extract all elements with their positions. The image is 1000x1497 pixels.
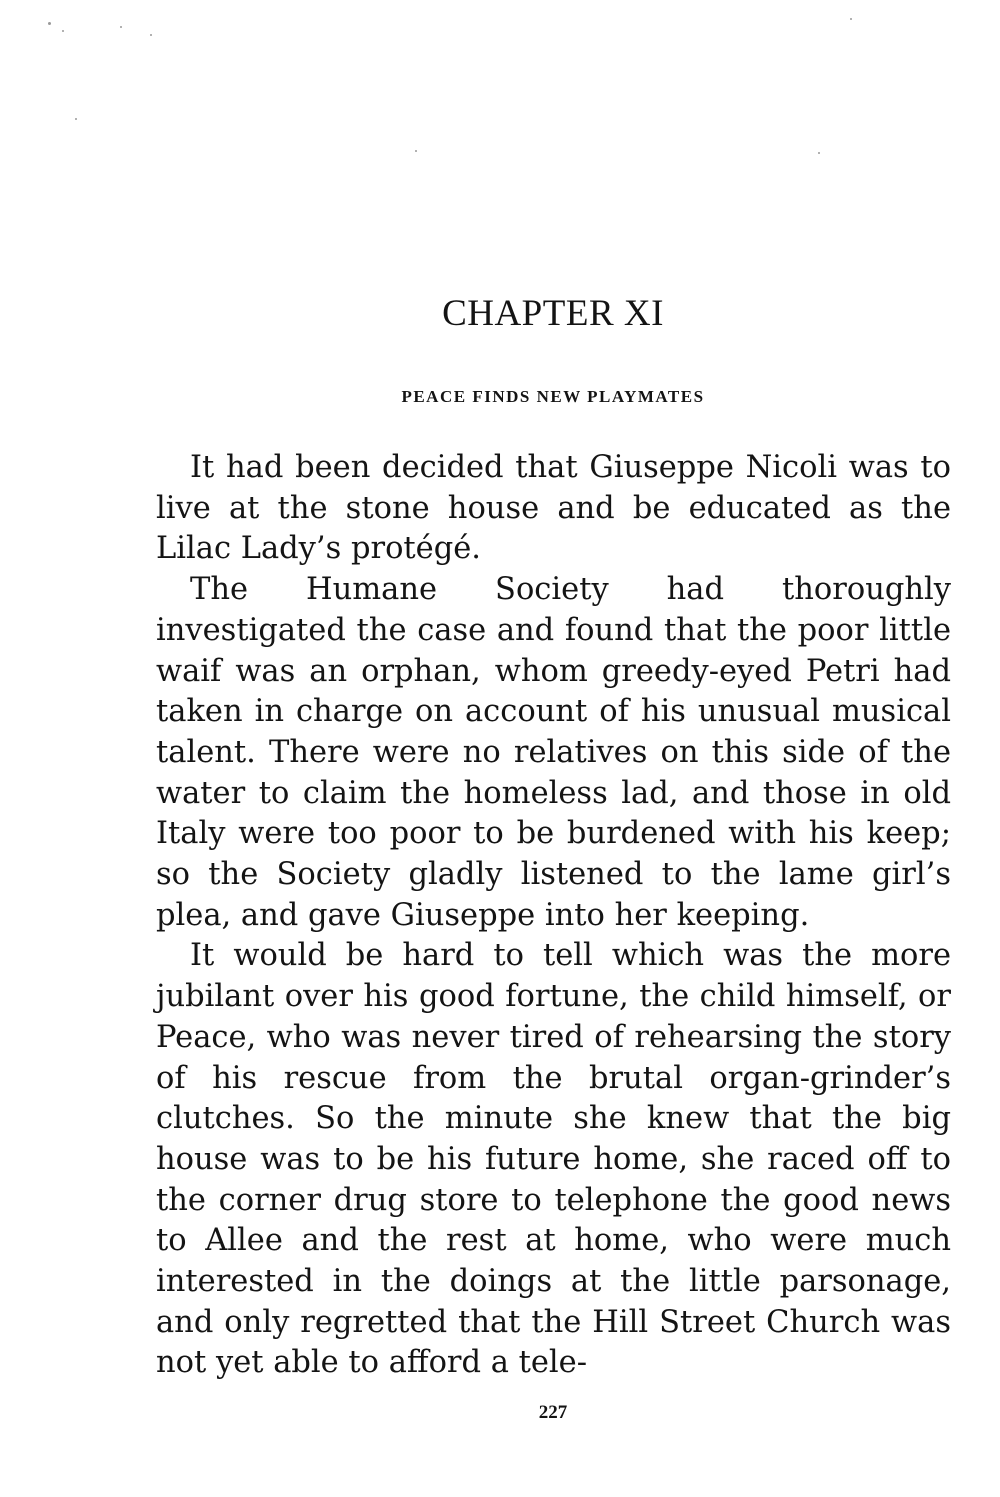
page-number: 227: [538, 1402, 568, 1423]
scan-speck: [120, 26, 122, 28]
chapter-subtitle: PEACE FINDS NEW PLAYMATES: [401, 387, 705, 406]
body-text: [156, 448, 951, 1384]
paragraph: The Humane Society had thoroughly investigated the case and found that the poor little waif was an orphan, whom greedy-eyed Petri had taken in charge on account of his unusual musical talent. There were no relatives on this side of the water to claim the homeless lad, and those in old Italy were too poor to be burdened with his keep; so the Society gladly listened to the lame girl’s plea, and gave Giuseppe into her keeping.: [156, 572, 951, 933]
paragraph: It would be hard to tell which was the more jubilant over his good fortune, the child himself, or Peace, who was never tired of rehearsing the story of his rescue from the brutal organ-grinder’s clutches. So the minute she knew that the big house was to be his future home, she raced off to the corner drug store to telephone the good news to Allee and the rest at home, who were much interested in the doings at the little parsonage, and only regretted that the Hill Street Church was not yet able to afford a tele-: [156, 938, 951, 1381]
scan-speck: [62, 30, 64, 32]
scan-speck: [48, 22, 51, 25]
chapter-title: CHAPTER XI: [442, 293, 664, 334]
scan-speck: [850, 18, 852, 20]
scan-speck: [75, 118, 77, 120]
scan-speck: [415, 150, 417, 152]
scan-speck: [150, 34, 152, 36]
paragraph: It had been decided that Giuseppe Nicoli was to live at the stone house and be educated as the Lilac Lady’s protégé.: [156, 450, 951, 567]
scan-speck: [818, 152, 820, 154]
